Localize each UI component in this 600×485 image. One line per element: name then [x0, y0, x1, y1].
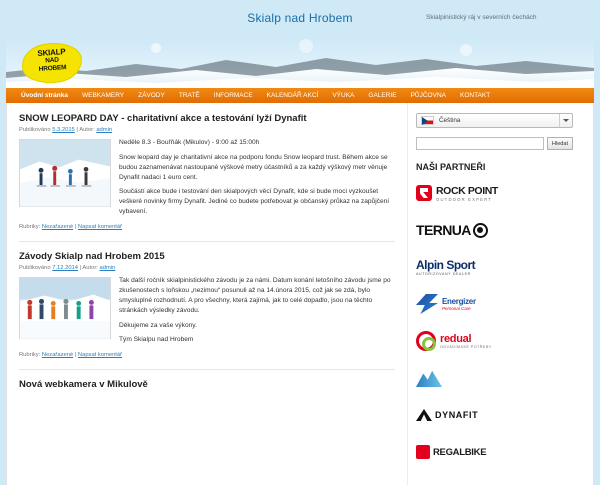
- partner-logo-energizer[interactable]: [416, 290, 573, 318]
- partner-name: redual: [440, 333, 472, 345]
- logo-line-1: SKIALP: [37, 47, 66, 58]
- post-body: [19, 138, 395, 217]
- site-header: [0, 0, 600, 38]
- chevron-down-icon[interactable]: [559, 114, 572, 127]
- logo-line-3: HROBEM: [38, 63, 67, 73]
- sidebar: [407, 103, 583, 485]
- site-logo[interactable]: [22, 39, 84, 87]
- blue-mountain-icon: [416, 369, 442, 387]
- post-title[interactable]: Závody Skialp nad Hrobem 2015: [19, 251, 165, 263]
- post-footer: [19, 350, 395, 358]
- footer-separator: |: [74, 352, 77, 359]
- partner-name: Energizer: [442, 297, 476, 306]
- partner-logo-regalbike[interactable]: [416, 438, 573, 466]
- post-paragraph: Součástí akce bude i testování den skialpových věcí Dynafit, kde si bude moci vyzkoušet veškeré novinky firmy Dynafit. Jediné co budete potřebovat je občanský průkaz na zapůjčení vybavení.: [119, 188, 390, 216]
- post-divider: [19, 241, 395, 242]
- search-button[interactable]: Hledat: [547, 137, 573, 150]
- rock-point-icon: [416, 185, 432, 201]
- post-category-link[interactable]: Nezařazené: [41, 352, 74, 359]
- partner-name: ROCK POINT: [436, 184, 498, 197]
- post-thumbnail[interactable]: [19, 139, 111, 207]
- partner-logo-alpin-sport[interactable]: [416, 253, 573, 281]
- post-date-link[interactable]: 5.3.2015: [52, 126, 75, 133]
- header-banner: [6, 38, 594, 88]
- post-comment-link[interactable]: Napsat komentář: [77, 224, 123, 231]
- post-paragraph: Snow leopard day je charitativní akce na podporu fondu Snow leopard trust. Během akce se budou zaznamenávat nastoupané výškové metry účastníků a za každý výškový metr věnuje Dynafit nadaci 1 euro cent.: [119, 153, 388, 181]
- search-form[interactable]: [416, 137, 573, 150]
- logo-text: [23, 46, 81, 74]
- site-description: Skialpinistický ráj v severních čechách: [426, 14, 537, 21]
- dynafit-icon: [416, 409, 432, 421]
- partner-subtitle: ODVÁDÍMSKÉ POTŘEBY: [440, 345, 492, 349]
- post-author-link[interactable]: admin: [96, 126, 113, 133]
- nav-item-uvodni-stranka[interactable]: Úvodní stránka: [21, 92, 68, 99]
- post-title[interactable]: SNOW LEOPARD DAY - charitativní akce a testování lyží Dynafit: [19, 113, 307, 124]
- partners-heading: NAŠI PARTNEŘI: [416, 162, 486, 172]
- footer-separator: |: [74, 224, 77, 231]
- nav-item-kontakt[interactable]: KONTAKT: [459, 92, 491, 99]
- partner-logo-dynafit[interactable]: [416, 401, 573, 429]
- post-meta: [19, 127, 395, 133]
- nav-item-vyuka[interactable]: VÝUKA: [332, 92, 355, 99]
- language-label: Čeština: [439, 117, 461, 124]
- logo-line-2: NAD: [45, 56, 60, 65]
- search-input[interactable]: [416, 137, 544, 150]
- partner-logo-rock-point[interactable]: [416, 179, 573, 207]
- post-meta: [19, 265, 395, 271]
- redual-rings-icon: [416, 331, 436, 351]
- post-article: [19, 251, 395, 358]
- ternua-icon: [473, 223, 488, 238]
- partner-name: TERNUA: [416, 222, 471, 238]
- skiers-photo: [20, 140, 110, 207]
- post-author-link[interactable]: admin: [99, 264, 116, 271]
- partner-name: Alpin Sport: [416, 258, 476, 272]
- main-navigation[interactable]: [6, 88, 594, 103]
- regalbike-icon: [416, 445, 430, 459]
- race-photo: [20, 278, 110, 339]
- post-paragraph: Tak další ročník skialpinistického závodu je za námi. Datum konání letošního závodu jsme po zkušenostech s loňskou „nezimou“ posunuli až na 14.února 2015, což jak se zdá, bylo smysluplné rozhodnutí. A pro všechny, která zajímá, jak to celé dopadlo, jsou na těchto stránkách výsledky závodu.: [119, 276, 391, 314]
- post-date-link[interactable]: 7.12.2014: [52, 264, 79, 271]
- mountain-photo: [6, 38, 594, 88]
- partner-name: DYNAFIT: [435, 410, 479, 420]
- czech-flag-icon: [421, 116, 434, 125]
- post-paragraph: Neděle 8.3 - Bouřňák (Mikulov) - 9:00 až 15:00h: [119, 138, 260, 146]
- post-footer: [19, 222, 395, 230]
- post-thumbnail[interactable]: [19, 277, 111, 339]
- post-meta-published-label: Publikováno: [19, 126, 51, 133]
- post-paragraph: Děkujeme za vaše výkony.: [119, 321, 197, 329]
- post-article: [19, 379, 395, 391]
- nav-item-informace[interactable]: INFORMACE: [213, 92, 253, 99]
- nav-item-trate[interactable]: TRATĚ: [178, 92, 200, 99]
- partner-subtitle: Personal Care: [442, 306, 471, 311]
- nav-item-zavody[interactable]: ZÁVODY: [138, 92, 165, 99]
- partner-logo-ternua[interactable]: [416, 216, 573, 244]
- partner-subtitle: AUTORIZOVANÝ DEALER: [416, 272, 471, 276]
- post-categories-label: Rubriky:: [19, 352, 41, 359]
- post-title[interactable]: Nová webkamera v Mikulově: [19, 379, 148, 391]
- nav-item-galerie[interactable]: GALERIE: [368, 92, 397, 99]
- site-title: Skialp nad Hrobem: [247, 11, 353, 25]
- post-divider: [19, 369, 395, 370]
- post-categories-label: Rubriky:: [19, 224, 41, 231]
- post-category-link[interactable]: Nezařazené: [41, 224, 74, 231]
- post-comment-link[interactable]: Napsat komentář: [77, 352, 123, 359]
- nav-item-pujcovna[interactable]: PŮJČOVNA: [410, 92, 446, 99]
- nav-item-kalendar-akci[interactable]: KALENDÁŘ AKCÍ: [266, 92, 319, 99]
- post-meta-author-label: | Autor:: [76, 126, 95, 133]
- post-article: [19, 113, 395, 230]
- post-paragraph: Tým Skialpu nad Hrobem: [119, 336, 194, 344]
- post-meta-published-label: Publikováno: [19, 264, 51, 271]
- nav-item-webkamery[interactable]: WEBKAMERY: [81, 92, 125, 99]
- partner-logo-redual[interactable]: [416, 327, 573, 355]
- post-body: [19, 276, 395, 345]
- partner-logo-mountain[interactable]: [416, 364, 573, 392]
- content-wrapper: [6, 103, 594, 485]
- partner-subtitle: OUTDOOR EXPERT: [436, 196, 493, 202]
- energizer-bolt-icon: [416, 294, 438, 314]
- language-selector[interactable]: [416, 113, 573, 128]
- partner-name: REGALBIKE: [433, 446, 487, 458]
- post-meta-author-label: | Autor:: [79, 264, 98, 271]
- main-content: [7, 103, 407, 485]
